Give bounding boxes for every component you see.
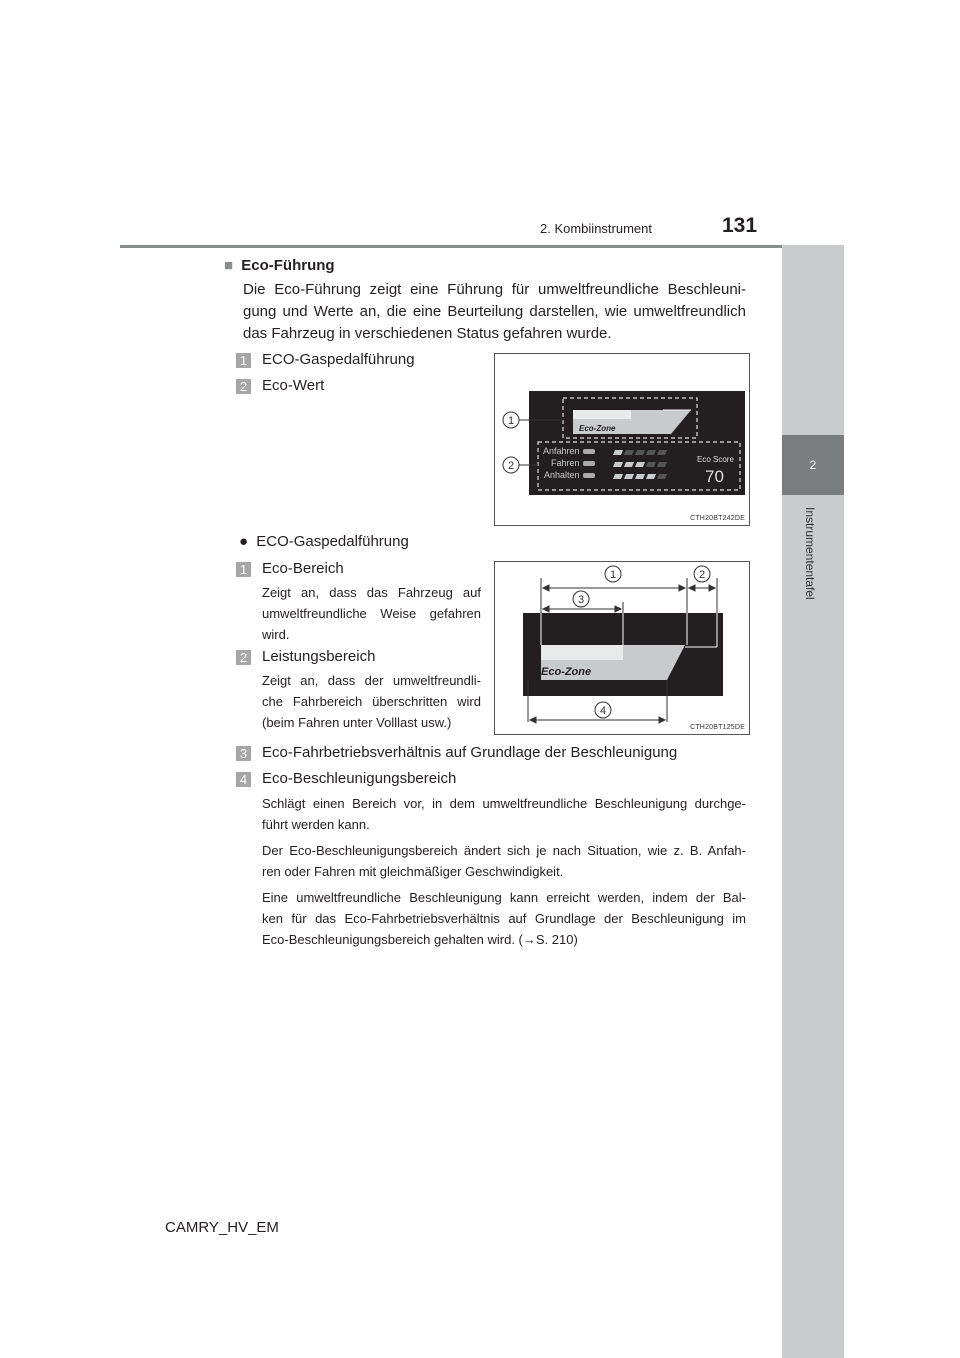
intro-paragraph <box>243 279 746 345</box>
item-number-badge: 2 <box>236 650 251 665</box>
callout-number-2: 2 <box>507 460 515 472</box>
item-label: Leistungsbereich <box>262 648 376 665</box>
eco-fill-bar <box>541 645 623 660</box>
intro-line: gung und Werte an, die eine Beurteilung darstellen, wie umweltfreundlich <box>243 303 746 320</box>
desc-line: führt werden kann. <box>262 817 370 832</box>
eco-accelerator-illustration <box>495 562 749 734</box>
desc-line: Der Eco-Beschleunigungsbereich ändert sich je nach Situation, wie z. B. Anfah- <box>262 843 746 858</box>
item-label: Eco-Wert <box>262 377 325 394</box>
eco-zone-label: Eco-Zone <box>579 424 616 433</box>
figure-eco-accelerator-guide <box>494 561 750 735</box>
item-number-badge: 1 <box>236 353 251 368</box>
desc-line: che Fahrbereich überschritten wird <box>262 694 481 709</box>
item-description <box>262 582 481 645</box>
eco-guide-illustration <box>495 354 749 525</box>
desc-line: Schlägt einen Bereich vor, in dem umweltfreundliche Beschleunigung durchge- <box>262 796 746 811</box>
callout-number-2: 2 <box>698 569 706 581</box>
eco-zone-label: Eco-Zone <box>541 666 592 678</box>
square-bullet-icon: ■ <box>224 257 234 274</box>
side-tab-lower <box>782 495 844 1358</box>
subsection-title: ECO-Gaspedalführung <box>256 533 409 550</box>
intro-line: das Fahrzeug in verschiedenen Status gefahren wurde. <box>243 325 612 342</box>
car-icon <box>583 473 595 478</box>
item-label: Eco-Bereich <box>262 560 344 577</box>
desc-line: Eine umweltfreundliche Beschleunigung kann erreicht werden, indem der Bal- <box>262 890 746 905</box>
desc-line: Zeigt an, dass der umweltfreundli- <box>262 673 481 688</box>
row-label-anfahren: Anfahren <box>543 446 580 456</box>
desc-line: Zeigt an, dass das Fahrzeug auf <box>262 585 481 600</box>
score-bars <box>613 450 667 479</box>
footer-model: CAMRY_HV_EM <box>165 1219 279 1236</box>
item-description <box>262 793 746 950</box>
callout-number-3: 3 <box>577 594 585 606</box>
eco-score-label: Eco Score <box>697 455 734 464</box>
figure-code: CTH20BT242DE <box>690 515 745 522</box>
section-title: Eco-Führung <box>241 257 335 274</box>
item-description <box>262 670 481 733</box>
desc-line: ken für das Eco-Fahrbetriebsverhältnis auf Grundlage der Beschleunigung im <box>262 911 746 926</box>
car-icons <box>583 449 595 478</box>
desc-line: wird. <box>262 627 290 642</box>
callout-number-1: 1 <box>609 569 617 581</box>
item-label: Eco-Fahrbetriebsverhältnis auf Grundlage der Beschleunigung <box>262 744 678 761</box>
figure-eco-guide-display <box>494 353 750 526</box>
eco-fill-bar <box>573 410 631 419</box>
side-tab-upper <box>782 245 844 435</box>
desc-line: ren oder Fahren mit gleichmäßiger Geschwindigkeit. <box>262 864 564 879</box>
car-icon <box>583 461 595 466</box>
header-rule <box>120 245 842 248</box>
desc-line: Eco-Beschleunigungsbereich gehalten wird. (→S. 210) <box>262 932 578 947</box>
subsection-heading <box>239 531 409 553</box>
item-number-badge: 2 <box>236 379 251 394</box>
chapter-title: 2. Kombiinstrument <box>540 221 652 236</box>
desc-line: umweltfreundliche Weise gefahren <box>262 606 481 621</box>
callout-number-4: 4 <box>599 705 607 717</box>
intro-line: Die Eco-Führung zeigt eine Führung für umweltfreundliche Beschleuni- <box>243 281 746 298</box>
item-number-badge: 4 <box>236 772 251 787</box>
row-label-anhalten: Anhalten <box>544 470 580 480</box>
side-tab-number: 2 <box>782 435 844 495</box>
desc-line: (beim Fahren unter Volllast usw.) <box>262 715 452 730</box>
page-number: 131 <box>722 214 758 237</box>
round-bullet-icon: ● <box>239 533 249 550</box>
item-number-badge: 1 <box>236 562 251 577</box>
section-heading <box>224 255 335 277</box>
item-label: ECO-Gaspedalführung <box>262 351 415 368</box>
callout-number-1: 1 <box>507 415 515 427</box>
item-label: Eco-Beschleunigungsbereich <box>262 770 457 787</box>
eco-score-value: 70 <box>705 467 724 486</box>
side-tab-label: Instrumententafel <box>803 507 817 600</box>
item-number-badge: 3 <box>236 746 251 761</box>
figure-code: CTH20BT125DE <box>690 724 745 731</box>
row-label-fahren: Fahren <box>551 458 580 468</box>
car-icon <box>583 449 595 454</box>
